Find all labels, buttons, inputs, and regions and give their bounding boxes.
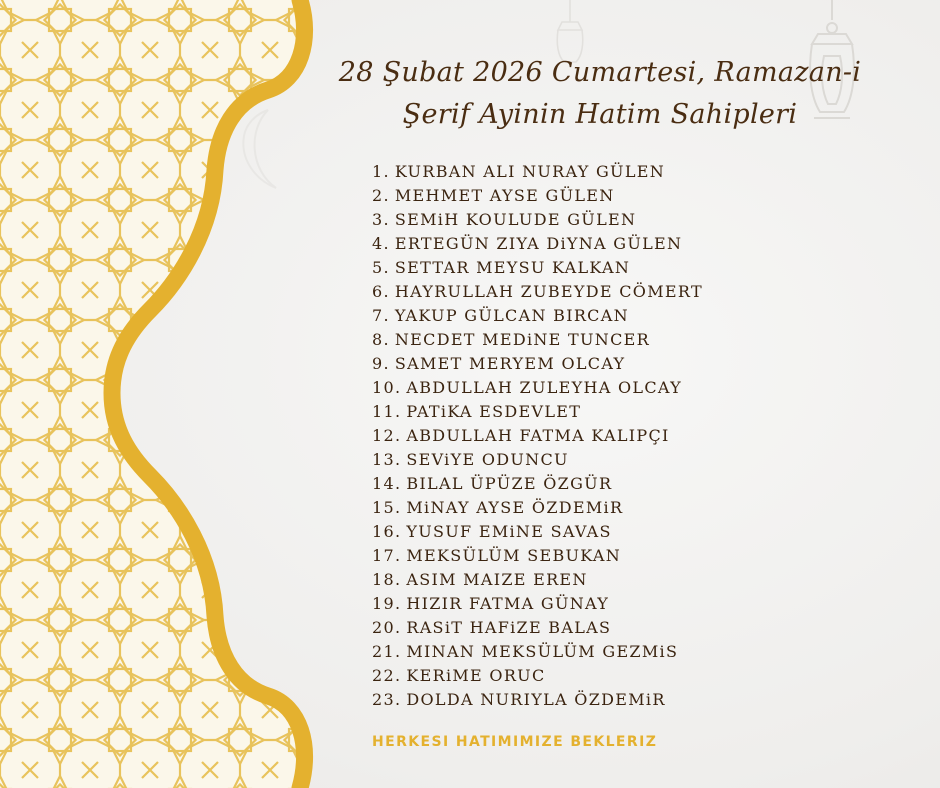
list-item-name: SAMET MERYEM OLCAY — [394, 354, 626, 373]
list-item-number: 23. — [372, 690, 402, 709]
list-item-name: YUSUF EMiNE SAVAS — [406, 522, 612, 541]
list-item — [372, 280, 703, 304]
list-item-name: ASIM MAIZE EREN — [406, 570, 588, 589]
list-item-name: DOLDA NURIYLA ÖZDEMiR — [406, 690, 666, 709]
list-item-number: 20. — [372, 618, 402, 637]
list-item-number: 15. — [372, 498, 402, 517]
footer-invitation: HERKESI HATIMIMIZE BEKLERIZ — [372, 734, 658, 750]
list-item-number: 9. — [372, 354, 390, 373]
list-item — [372, 400, 703, 424]
list-item — [372, 472, 703, 496]
list-item-name: MINAN MEKSÜLÜM GEZMiS — [406, 642, 679, 661]
list-item — [372, 568, 703, 592]
list-item — [372, 520, 703, 544]
list-item-name: MiNAY AYSE ÖZDEMiR — [406, 498, 624, 517]
list-item-number: 13. — [372, 450, 402, 469]
list-item-name: HIZIR FATMA GÜNAY — [406, 594, 610, 613]
list-item — [372, 304, 703, 328]
list-item — [372, 592, 703, 616]
list-item — [372, 328, 703, 352]
list-item-number: 18. — [372, 570, 402, 589]
list-item — [372, 352, 703, 376]
list-item-number: 17. — [372, 546, 402, 565]
list-item-number: 19. — [372, 594, 402, 613]
list-item — [372, 664, 703, 688]
list-item-number: 10. — [372, 378, 402, 397]
star-pattern-panel — [0, 0, 305, 788]
list-item — [372, 496, 703, 520]
list-item-number: 12. — [372, 426, 402, 445]
list-item-number: 14. — [372, 474, 402, 493]
list-item — [372, 448, 703, 472]
list-item-name: YAKUP GÜLCAN BIRCAN — [394, 306, 629, 325]
list-item-name: KURBAN ALI NURAY GÜLEN — [394, 162, 666, 181]
list-item-number: 5. — [372, 258, 390, 277]
list-item-name: BILAL ÜPÜZE ÖZGÜR — [406, 474, 613, 493]
list-item — [372, 184, 703, 208]
list-item-name: NECDET MEDiNE TUNCER — [394, 330, 650, 349]
names-list — [372, 160, 703, 712]
list-item — [372, 376, 703, 400]
list-item-number: 2. — [372, 186, 390, 205]
list-item-name: SEMiH KOULUDE GÜLEN — [394, 210, 637, 229]
list-item-name: PATiKA ESDEVLET — [406, 402, 582, 421]
crescent-icon — [243, 110, 276, 188]
list-item — [372, 544, 703, 568]
list-item-number: 1. — [372, 162, 390, 181]
list-item-name: ABDULLAH ZULEYHA OLCAY — [406, 378, 682, 397]
page-title — [330, 52, 870, 136]
list-item-name: HAYRULLAH ZUBEYDE CÖMERT — [394, 282, 703, 301]
list-item-number: 8. — [372, 330, 390, 349]
list-item-number: 6. — [372, 282, 390, 301]
list-item-number: 22. — [372, 666, 402, 685]
list-item — [372, 424, 703, 448]
list-item-name: SETTAR MEYSU KALKAN — [394, 258, 631, 277]
list-item — [372, 160, 703, 184]
list-item-number: 7. — [372, 306, 390, 325]
list-item — [372, 232, 703, 256]
list-item-number: 3. — [372, 210, 390, 229]
list-item-name: SEViYE ODUNCU — [406, 450, 569, 469]
list-item-number: 11. — [372, 402, 402, 421]
list-item-name: ERTEGÜN ZIYA DiYNA GÜLEN — [394, 234, 683, 253]
list-item-name: KERiME ORUC — [406, 666, 546, 685]
list-item — [372, 616, 703, 640]
list-item-number: 16. — [372, 522, 402, 541]
title-line-1: 28 Şubat 2026 Cumartesi, Ramazan-i — [338, 57, 862, 88]
list-item-name: MEHMET AYSE GÜLEN — [394, 186, 615, 205]
list-item — [372, 256, 703, 280]
list-item — [372, 208, 703, 232]
list-item — [372, 640, 703, 664]
list-item-number: 21. — [372, 642, 402, 661]
list-item — [372, 688, 703, 712]
list-item-name: ABDULLAH FATMA KALIPÇI — [406, 426, 670, 445]
list-item-name: RASiT HAFiZE BALAS — [406, 618, 612, 637]
list-item-number: 4. — [372, 234, 390, 253]
title-line-2: Şerif Ayinin Hatim Sahipleri — [402, 99, 798, 130]
list-item-name: MEKSÜLÜM SEBUKAN — [406, 546, 622, 565]
